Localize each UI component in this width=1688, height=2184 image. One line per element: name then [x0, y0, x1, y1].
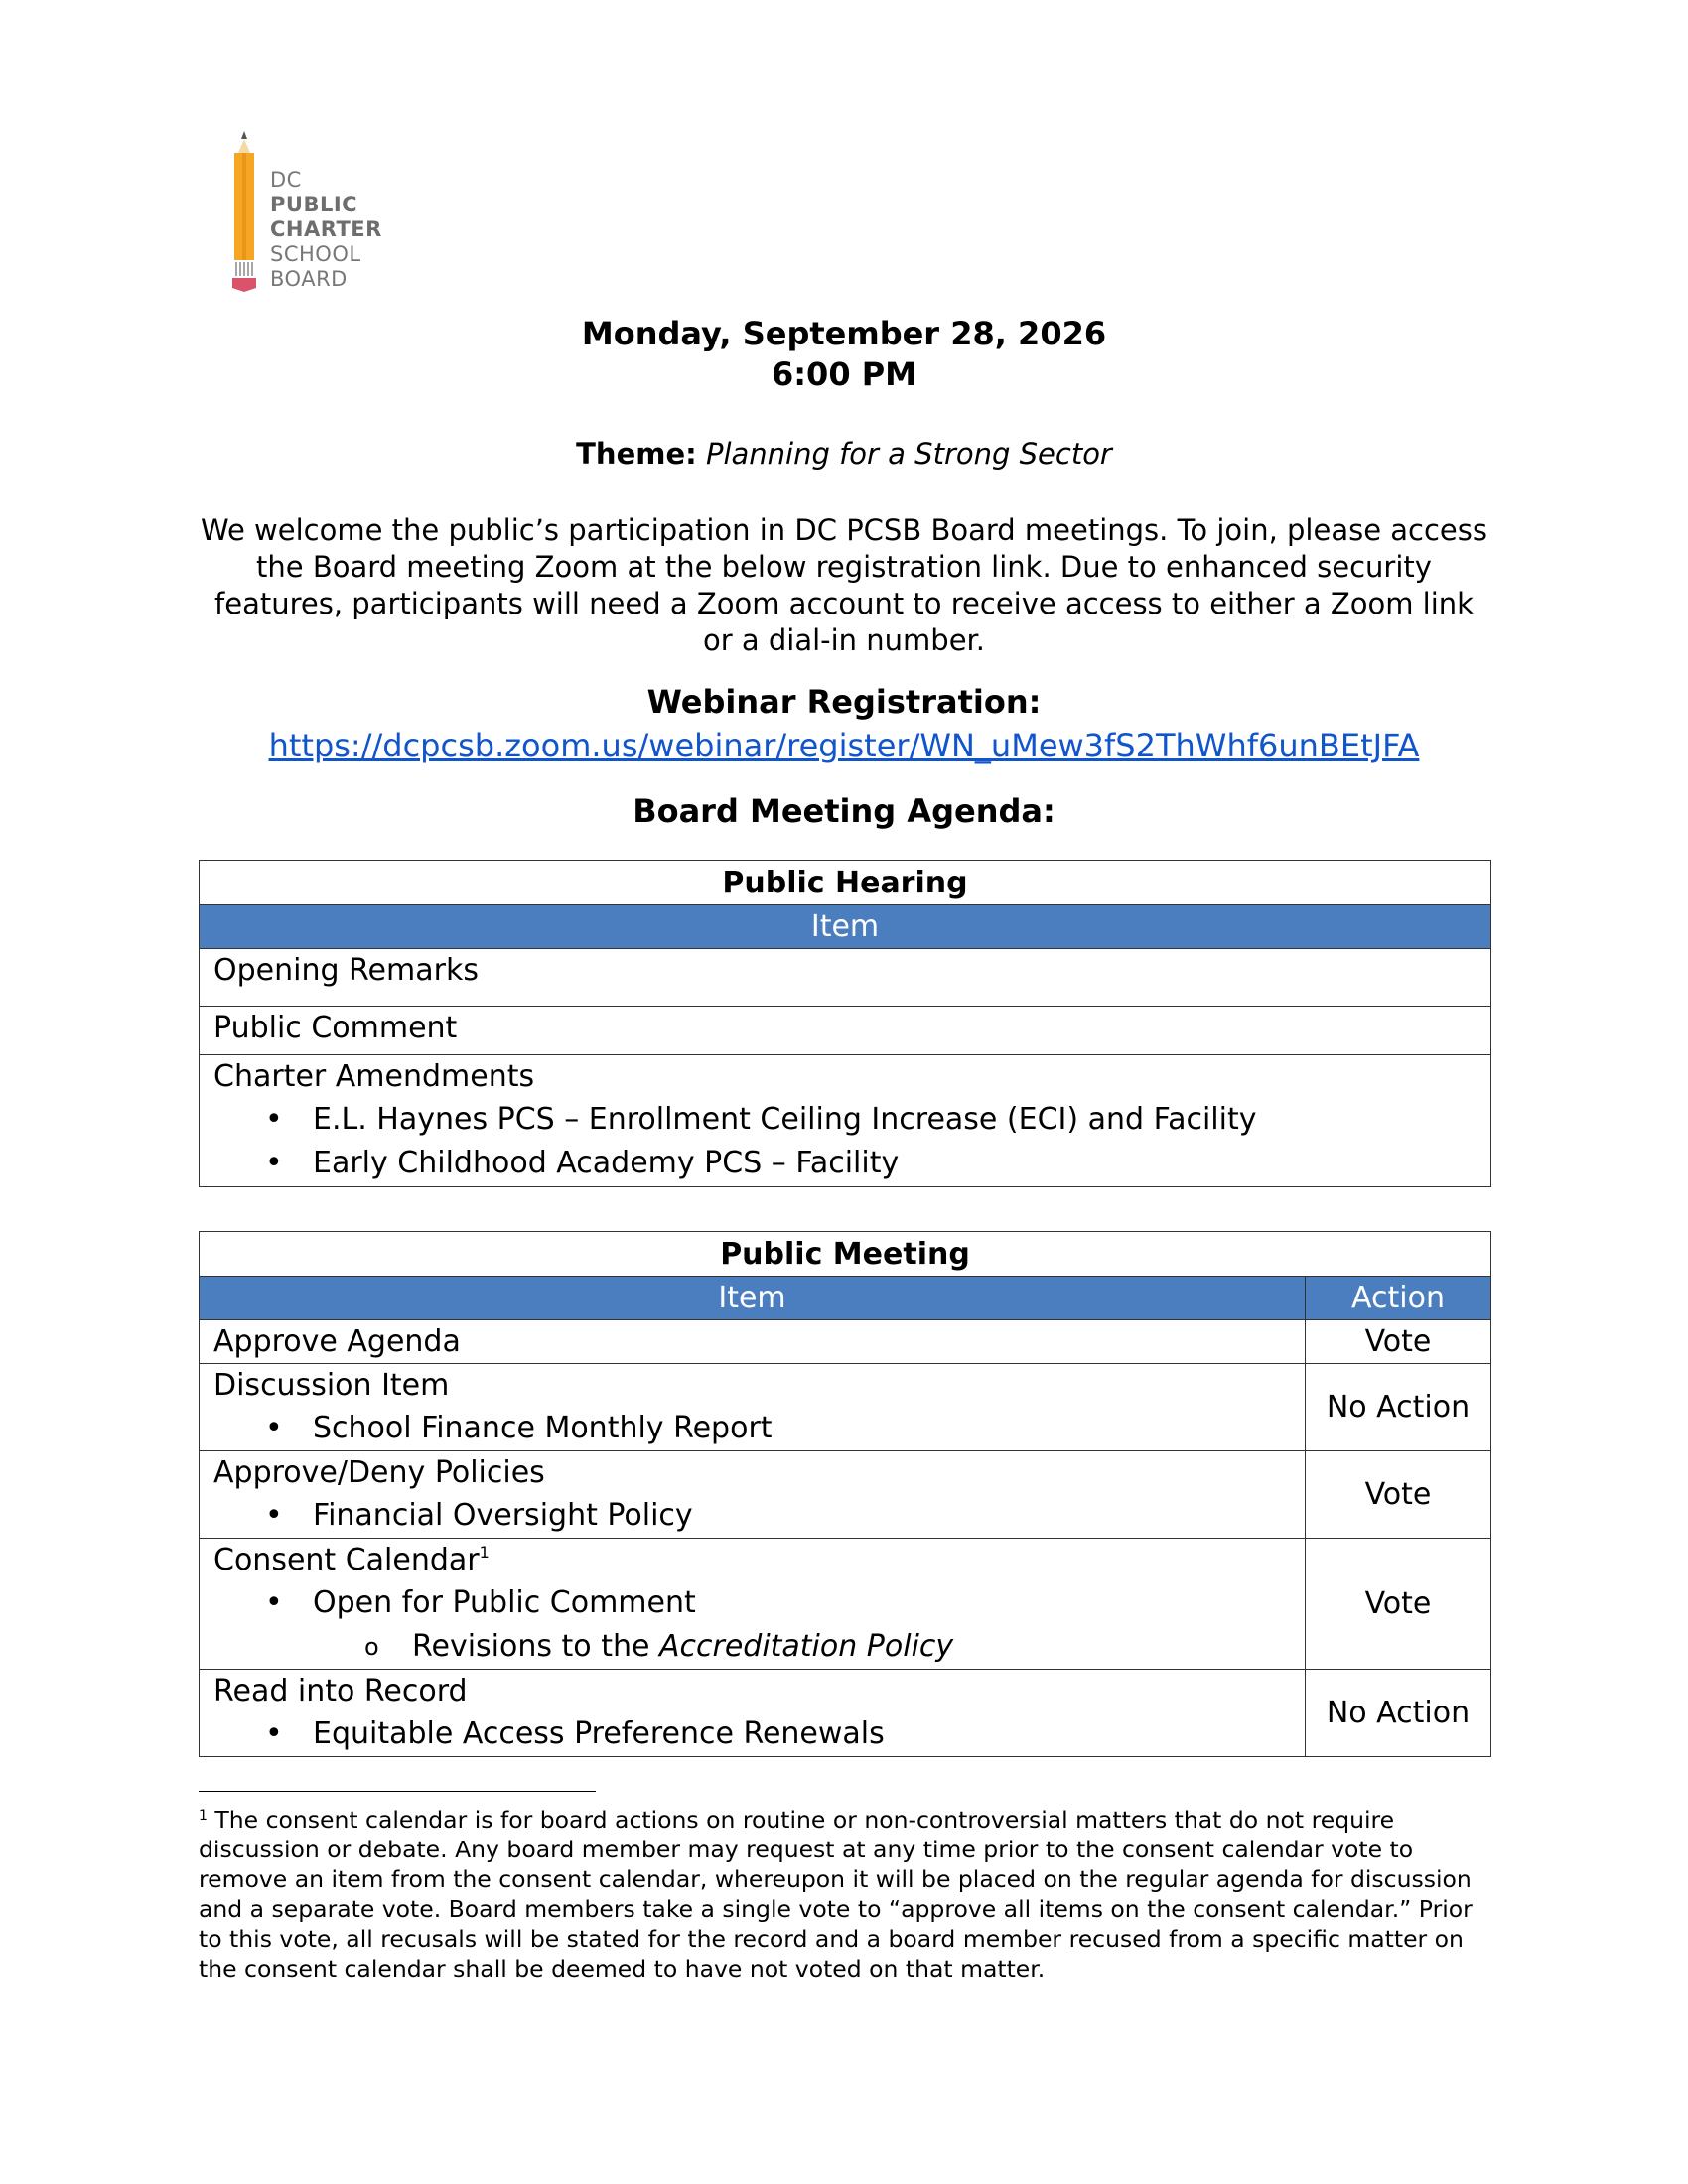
- footnote-text: The consent calendar is for board actions on routine or non-controversial matters that do not require discussion or debate. Any board member may request at any time prior to the consent calendar vote to remove an item from the consent calendar, whereupon it will be placed on the regular agenda for discussion and a separate vote. Board members take a single vote to “approve all items on the consent calendar.” Prior to this vote, all recusals will be stated for the record and a board member recused from a specific matter on the consent calendar shall be deemed to have not voted on that matter.: [199, 1806, 1473, 1982]
- meeting-date: Monday, September 28, 2026: [581, 315, 1107, 352]
- webinar-link[interactable]: https://dcpcsb.zoom.us/webinar/register/WN_uMew3fS2ThWhf6unBEtJFA: [268, 727, 1420, 764]
- item-label: Approve/Deny Policies: [213, 1455, 545, 1490]
- public-hearing-table: [199, 860, 1491, 1187]
- meeting-theme: [199, 437, 1489, 471]
- table-row: [200, 1364, 1491, 1451]
- theme-value: Planning for a Strong Sector: [705, 437, 1112, 471]
- list-item: • E.L. Haynes PCS – Enrollment Ceiling Increase (ECI) and Facility: [213, 1098, 1490, 1142]
- column-header-item: Item: [200, 1277, 1306, 1320]
- table-title: Public Meeting: [200, 1232, 1491, 1277]
- item-label: Opening Remarks: [213, 953, 479, 988]
- item-label: Read into Record: [213, 1674, 468, 1708]
- list-item: • Open for Public Comment: [213, 1581, 1305, 1625]
- agenda-title: Board Meeting Agenda:: [633, 792, 1055, 830]
- item-label: Consent Calendar$^1$: [213, 1543, 490, 1577]
- footnote-ref: 1: [479, 1543, 490, 1562]
- action-cell: Vote: [1306, 1320, 1491, 1364]
- footnote: [199, 1805, 1499, 1983]
- webinar-label: Webinar Registration:: [646, 683, 1042, 721]
- sub-bullet-list: [213, 1625, 1305, 1669]
- bullet-list: [213, 1712, 1305, 1756]
- list-item: • Financial Oversight Policy: [213, 1494, 1305, 1538]
- bullet-list: [213, 1098, 1490, 1185]
- action-cell: No Action: [1306, 1670, 1491, 1757]
- column-header-item: Item: [200, 905, 1491, 949]
- table-row: [200, 949, 1491, 1007]
- intro-paragraph: We welcome the public’s participation in DC PCSB Board meetings. To join, please access the Board meeting Zoom at the below registration link. Due to enhanced security features, participants will need a Zoom account to receive access to either a Zoom link or a dial-in number.: [201, 513, 1487, 657]
- pencil-icon: [230, 131, 266, 298]
- action-cell: No Action: [1306, 1364, 1491, 1451]
- action-cell: Vote: [1306, 1451, 1491, 1539]
- meeting-time: 6:00 PM: [771, 355, 917, 393]
- list-item: o Revisions to the Accreditation Policy: [213, 1625, 1305, 1669]
- bullet-list: [213, 1494, 1305, 1538]
- meeting-datetime: [199, 314, 1489, 395]
- table-row: [200, 1451, 1491, 1539]
- item-label: Public Comment: [213, 1011, 458, 1045]
- bullet-list: [213, 1407, 1305, 1450]
- column-header-action: Action: [1306, 1277, 1491, 1320]
- footnote-divider: [199, 1791, 596, 1792]
- item-label: Charter Amendments: [213, 1059, 535, 1094]
- bullet-list: [213, 1581, 1305, 1625]
- table-row: [200, 1670, 1491, 1757]
- dc-pcsb-logo: [230, 131, 409, 298]
- logo-wordmark: DC PUBLIC CHARTER SCHOOL BOARD: [270, 168, 382, 291]
- theme-label: Theme:: [576, 437, 697, 471]
- item-label: Discussion Item: [213, 1368, 450, 1403]
- list-item: • Early Childhood Academy PCS – Facility: [213, 1142, 1490, 1185]
- item-label: Approve Agenda: [213, 1324, 461, 1359]
- public-meeting-table: [199, 1231, 1491, 1757]
- table-row: [200, 1539, 1491, 1670]
- table-title: Public Hearing: [200, 861, 1491, 905]
- list-item: • School Finance Monthly Report: [213, 1407, 1305, 1450]
- table-row: [200, 1320, 1491, 1364]
- list-item: • Equitable Access Preference Renewals: [213, 1712, 1305, 1756]
- table-row: [200, 1007, 1491, 1055]
- table-row: [200, 1055, 1491, 1187]
- footnote-number: 1: [199, 1808, 208, 1824]
- action-cell: Vote: [1306, 1539, 1491, 1670]
